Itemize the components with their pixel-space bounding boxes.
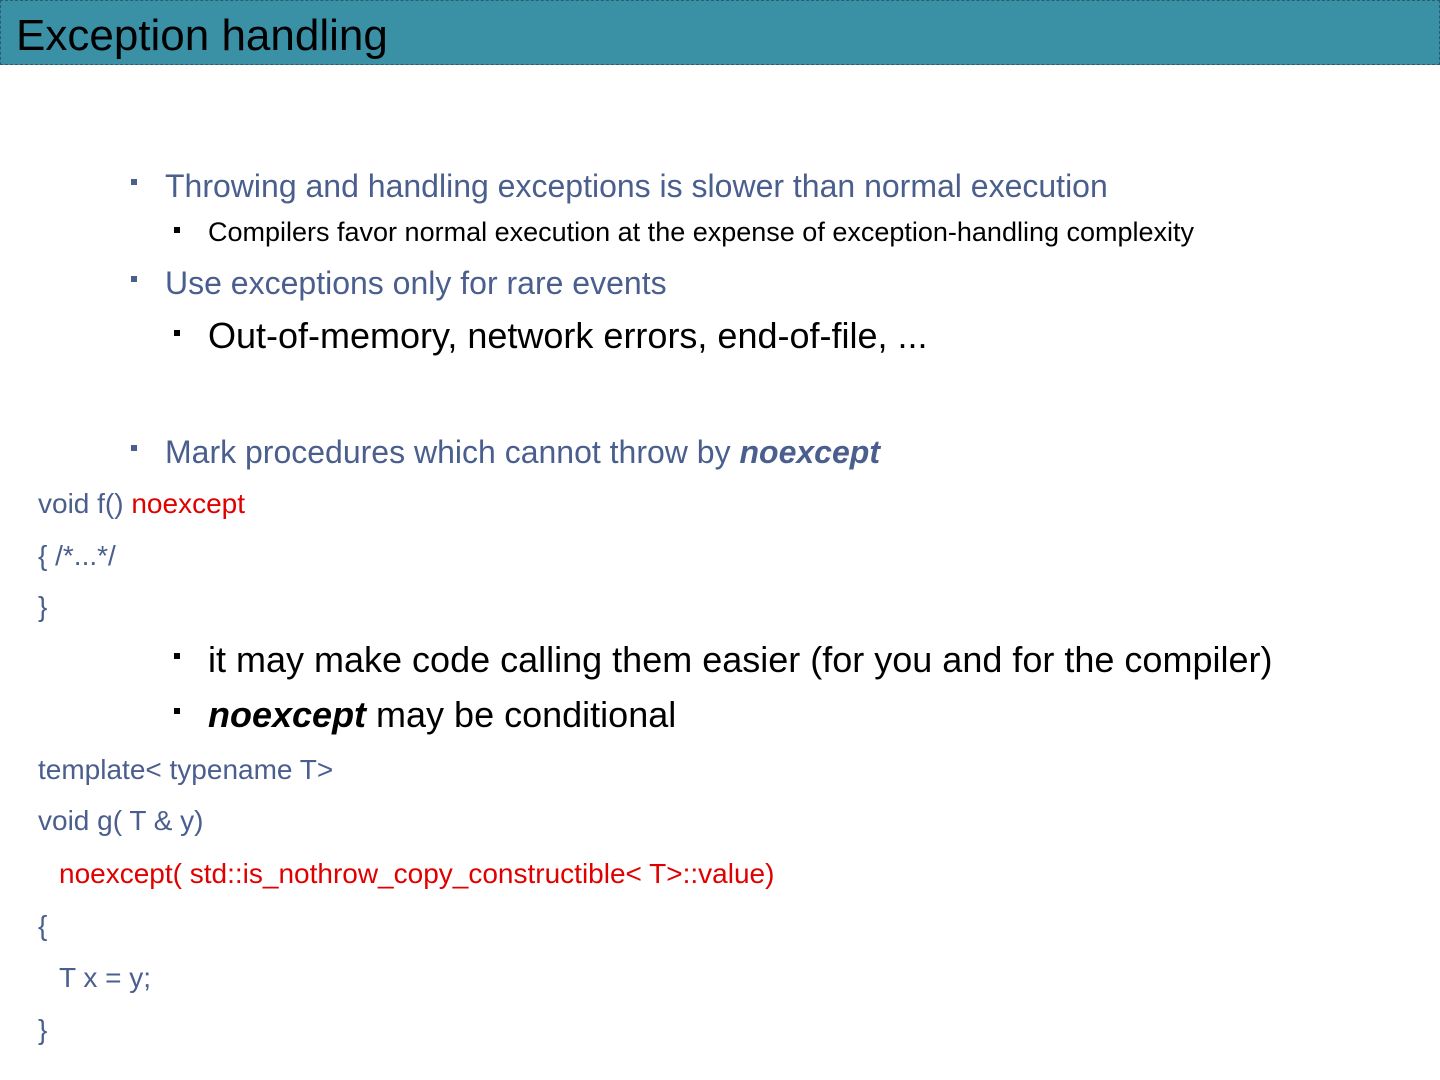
code-text: void f()	[38, 488, 132, 519]
sub-bullet-text: Out-of-memory, network errors, end-of-file, ...	[208, 315, 928, 356]
sub-bullet-rest: may be conditional	[366, 694, 677, 735]
bullet-marker	[174, 708, 180, 714]
code-line: { /*...*/	[38, 540, 116, 571]
bullet-marker	[174, 227, 180, 233]
code-line: }	[38, 1014, 48, 1045]
code-line-keyword: noexcept( std::is_nothrow_copy_constructible< T>::value)	[59, 858, 775, 889]
code-line: T x = y;	[59, 962, 152, 993]
bullet-marker	[174, 330, 180, 336]
keyword-noexcept: noexcept	[739, 434, 880, 470]
bullet-marker	[131, 179, 137, 185]
bullet-marker	[131, 445, 137, 451]
slide-title-bar	[0, 0, 1440, 65]
bullet-marker	[174, 653, 180, 659]
bullet-text	[165, 432, 880, 472]
code-line	[38, 486, 245, 522]
bullet-marker	[131, 276, 137, 282]
keyword-noexcept: noexcept	[208, 694, 367, 735]
code-keyword: noexcept	[131, 488, 245, 519]
code-line: }	[38, 591, 48, 622]
slide-title: Exception handling	[16, 11, 388, 60]
bullet-text: Throwing and handling exceptions is slower than normal execution	[165, 168, 1108, 204]
sub-bullet-text: it may make code calling them easier (for you and for the compiler)	[208, 639, 1273, 680]
code-line: {	[38, 910, 48, 941]
code-line: template< typename T>	[38, 754, 334, 785]
bullet-text-prefix: Mark procedures which cannot throw by	[165, 434, 740, 470]
sub-bullet-text: Compilers favor normal execution at the expense of exception-handling complexity	[208, 217, 1195, 247]
code-line: void g( T & y)	[38, 805, 204, 836]
bullet-text: Use exceptions only for rare events	[165, 265, 667, 301]
sub-bullet-text	[208, 693, 676, 737]
